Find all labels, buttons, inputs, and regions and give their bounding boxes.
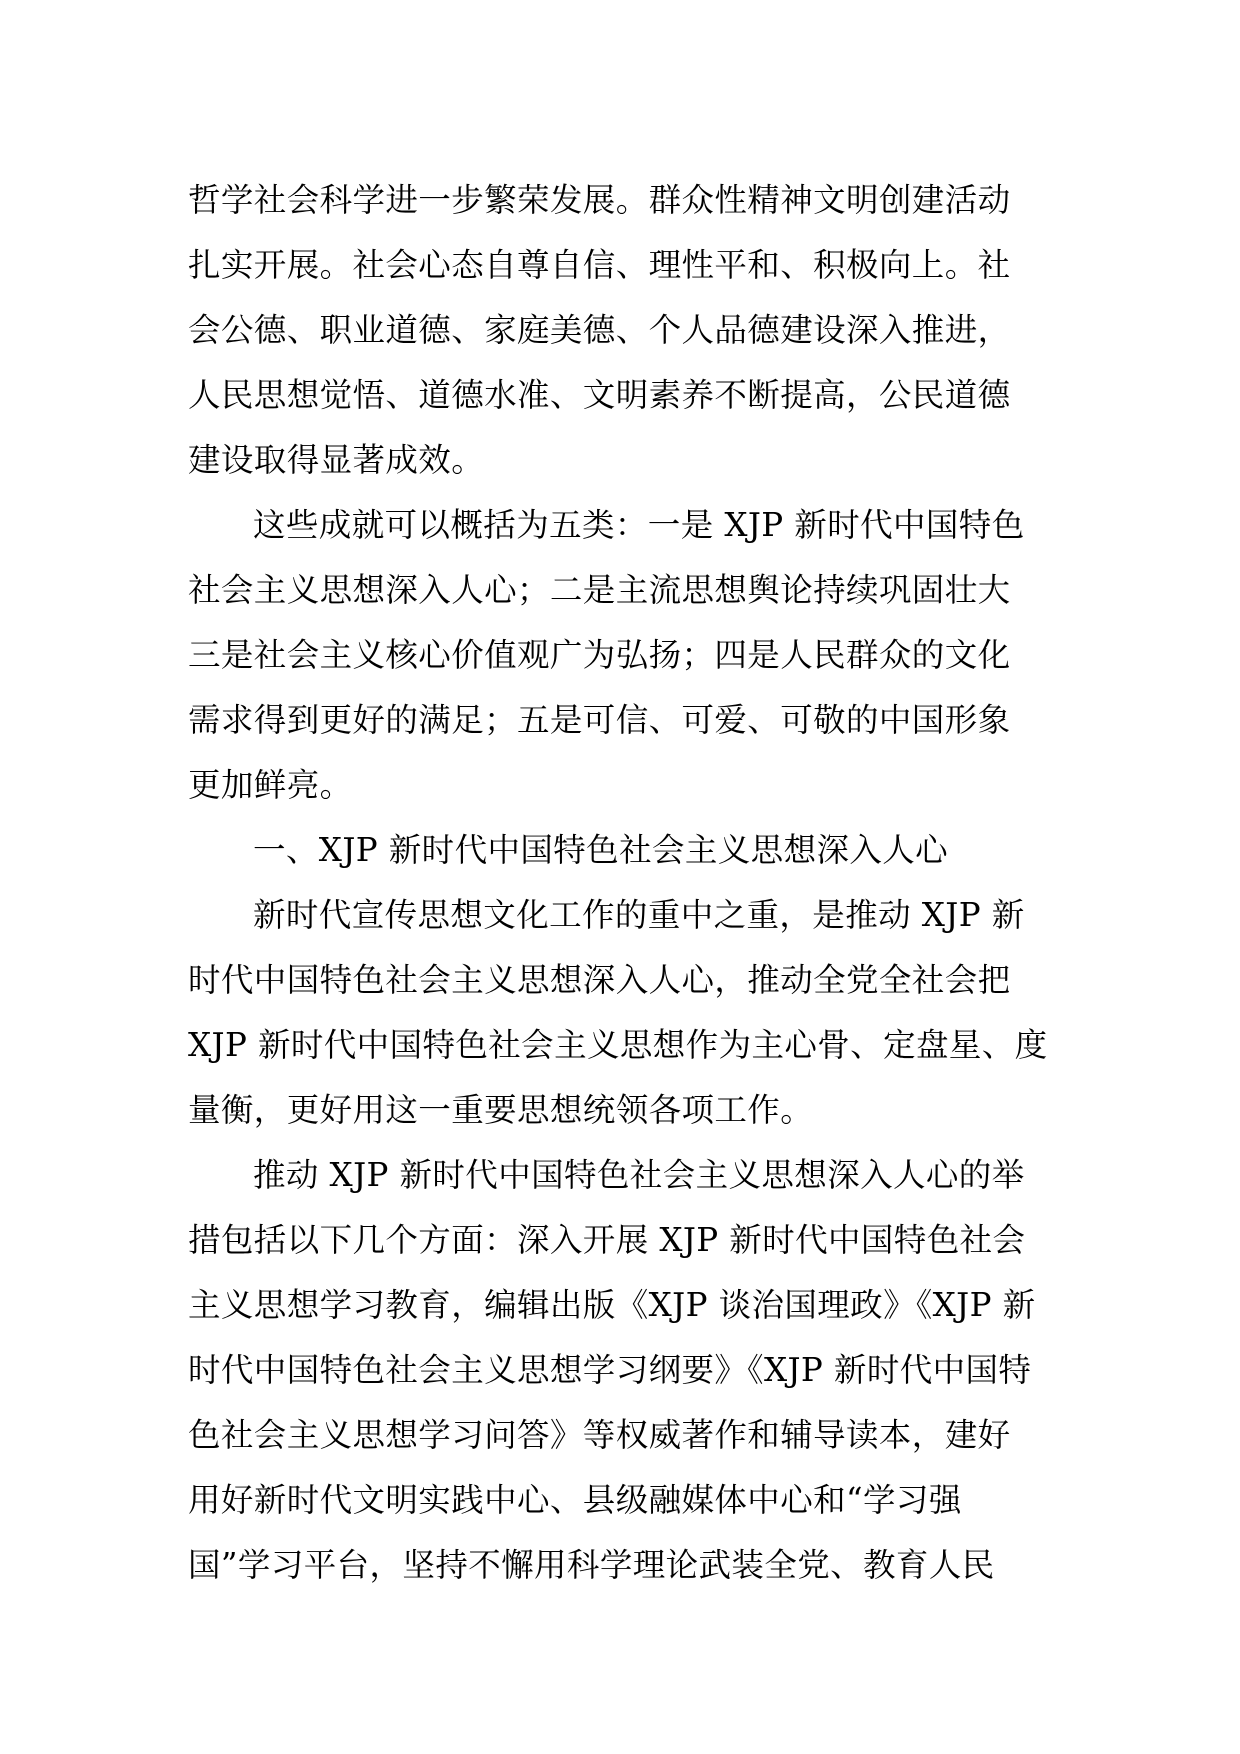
text-line: 哲学社会科学进一步繁荣发展。群众性精神文明创建活动 — [188, 181, 1011, 219]
text-line: 用好新时代文明实践中心、县级融媒体中心和“学习强 — [188, 1481, 962, 1519]
text-line: 扎实开展。社会心态自尊自信、理性平和、积极向上。社 — [188, 246, 1011, 284]
text-line: 人民思想觉悟、道德水准、文明素养不断提高，公民道德 — [188, 376, 1011, 414]
text-line: XJP 新时代中国特色社会主义思想作为主心骨、定盘星、度 — [188, 1026, 1048, 1064]
paragraph-first-line: 推动 XJP 新时代中国特色社会主义思想深入人心的举 — [253, 1156, 1025, 1194]
paragraph-first-line: 新时代宣传思想文化工作的重中之重，是推动 XJP 新 — [253, 896, 1025, 934]
text-line: 国”学习平台，坚持不懈用科学理论武装全党、教育人民 — [188, 1546, 995, 1584]
text-line: 更加鲜亮。 — [188, 766, 353, 804]
text-line: 时代中国特色社会主义思想深入人心，推动全党全社会把 — [188, 961, 1011, 999]
text-line: 时代中国特色社会主义思想学习纲要》《XJP 新时代中国特 — [188, 1351, 1032, 1389]
text-line: 三是社会主义核心价值观广为弘扬；四是人民群众的文化 — [188, 636, 1011, 674]
text-line: 色社会主义思想学习问答》等权威著作和辅导读本，建好 — [188, 1416, 1011, 1454]
text-line: 需求得到更好的满足；五是可信、可爱、可敬的中国形象 — [188, 701, 1011, 739]
text-line: 措包括以下几个方面：深入开展 XJP 新时代中国特色社会 — [188, 1221, 1026, 1259]
paragraph-first-line: 这些成就可以概括为五类：一是 XJP 新时代中国特色 — [253, 506, 1025, 544]
text-line: 会公德、职业道德、家庭美德、个人品德建设深入推进， — [188, 311, 1011, 349]
section-heading: 一、XJP 新时代中国特色社会主义思想深入人心 — [253, 831, 949, 869]
text-line: 量衡，更好用这一重要思想统领各项工作。 — [188, 1091, 814, 1129]
text-line: 主义思想学习教育，编辑出版《XJP 谈治国理政》《XJP 新 — [188, 1286, 1036, 1324]
text-line: 社会主义思想深入人心；二是主流思想舆论持续巩固壮大 — [188, 571, 1011, 609]
text-line: 建设取得显著成效。 — [188, 441, 485, 479]
document-body — [188, 168, 1058, 1598]
